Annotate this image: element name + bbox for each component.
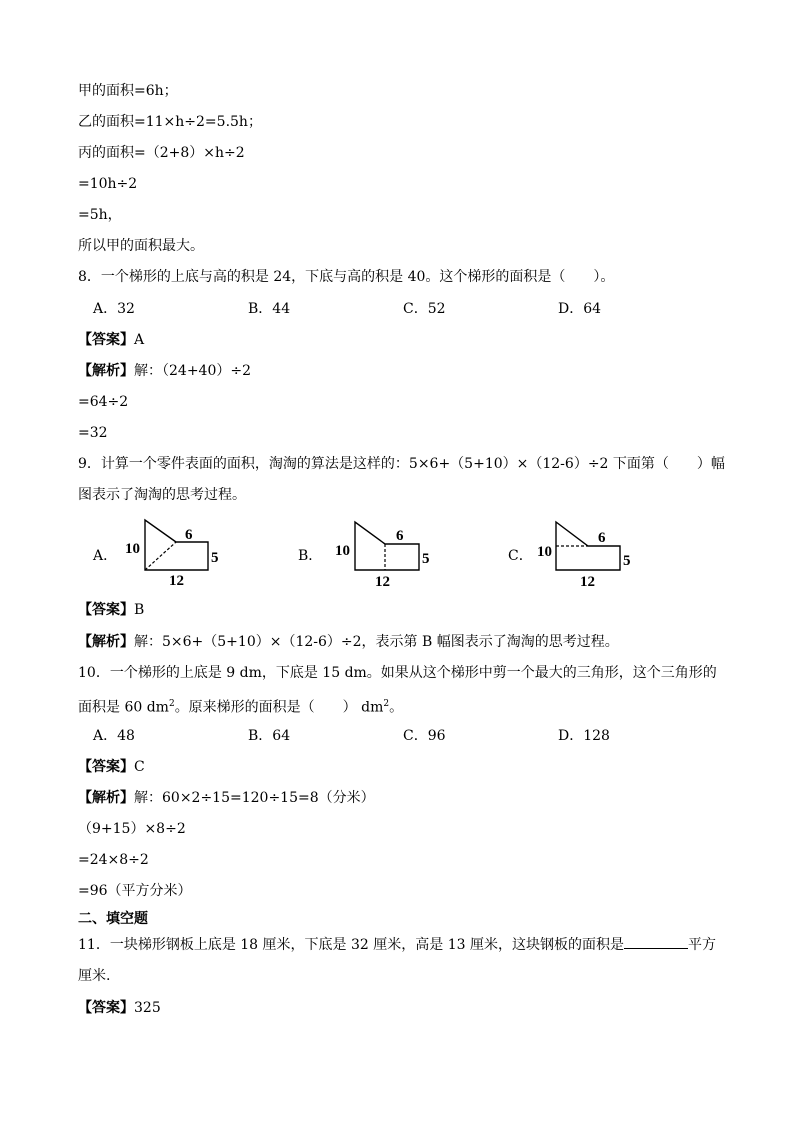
q8-option-a: A．32 [93,301,135,317]
figure-c [536,514,646,590]
figure-a-label-5: 5 [211,550,219,566]
answer-value: B [134,602,145,618]
solution-line: 丙的面积=（2+8）×h÷2 [78,145,245,161]
figure-b-label: B． [298,548,323,564]
q10-text: 。原来梯形的面积是（ ） [174,699,357,716]
figure-c-label-12: 12 [580,574,595,590]
q11-text: 11．一块梯形钢板上底是 18 厘米，下底是 32 厘米，高是 13 厘米，这块钢板的面积是 [78,937,624,953]
figure-b-label-5: 5 [422,551,430,567]
q11-answer [78,999,161,1017]
q8-option-d: D．64 [558,301,602,317]
q10-step: =96（平方分米） [78,883,192,899]
q8-option-c: C．52 [403,301,446,317]
figure-a-label-10: 10 [125,541,140,557]
analysis-tag: 【解析】 [78,363,134,379]
q10-stem-line1: 10．一个梯形的上底是 9 dm，下底是 15 dm。如果从这个梯形中剪一个最大的三角形，这个三角形的 [78,665,717,681]
figure-a-dashed-line [145,542,176,570]
solution-line: 甲的面积=6h； [78,83,178,99]
figure-a-label: A． [93,548,118,564]
figure-b-label-12: 12 [375,574,390,590]
q10-analysis [78,789,375,807]
answer-tag: 【答案】 [78,1000,134,1016]
figure-b-outline [355,522,419,570]
figure-c-label-5: 5 [623,553,631,569]
q10-option-a: A．48 [93,728,135,744]
q11-stem-line2: 厘米. [78,968,111,984]
q8-step: =32 [78,425,108,441]
q10-step: （9+15）×8÷2 [78,821,186,837]
q9-stem-line1: 9．计算一个零件表面的面积，淘淘的算法是这样的：5×6+（5+10）×（12-6）÷2 下面第（ ）幅 [78,456,725,472]
q10-unit: dm [361,699,384,716]
answer-value: C [134,759,145,775]
q11-stem-line1 [78,936,716,954]
answer-value: 325 [134,1000,161,1016]
figure-c-label-10: 10 [537,544,552,560]
figure-c-label: C． [508,548,533,564]
figure-a-label-6: 6 [185,527,193,543]
q8-step: =64÷2 [78,394,129,410]
figure-a-outline [145,520,208,570]
answer-tag: 【答案】 [78,332,134,348]
q8-stem: 8．一个梯形的上底与高的积是 24，下底与高的积是 40。这个梯形的面积是（ ）。 [78,269,615,285]
figure-a [118,512,228,588]
fill-blank[interactable] [624,936,688,949]
q10-answer [78,758,145,776]
q10-text: 。 [389,699,404,716]
solution-line: =10h÷2 [78,176,138,192]
figure-c-label-6: 6 [598,530,606,546]
q10-option-b: B．64 [248,728,291,744]
q10-option-c: C．96 [403,728,446,744]
solution-line: 乙的面积=11×h÷2=5.5h； [78,114,262,130]
q9-answer [78,601,144,619]
figure-b-label-6: 6 [396,528,404,544]
solution-line: 所以甲的面积最大。 [78,238,204,254]
figure-b [333,514,443,590]
answer-tag: 【答案】 [78,759,134,775]
q10-step: =24×8÷2 [78,852,149,868]
answer-value: A [134,332,145,348]
analysis-text: 解：60×2÷15=120÷15=8（分米） [134,790,375,806]
q8-analysis [78,362,251,380]
q10-text: 面积是 60 dm [78,699,169,716]
q11-text: 平方 [687,937,716,953]
q10-stem-line2 [78,695,403,717]
figure-a-label-12: 12 [169,573,184,588]
superscript: 2 [168,699,175,709]
solution-line: =5h， [78,207,122,223]
figure-b-label-10: 10 [335,543,350,559]
analysis-tag: 【解析】 [78,634,134,650]
q9-stem-line2: 图表示了淘淘的思考过程。 [78,487,246,503]
q9-analysis [78,633,619,651]
section-title: 二、填空题 [78,911,148,927]
superscript: 2 [383,699,390,709]
q8-option-b: B．44 [248,301,291,317]
answer-tag: 【答案】 [78,602,134,618]
analysis-text: 解：（24+40）÷2 [134,363,251,379]
analysis-tag: 【解析】 [78,790,134,806]
analysis-text: 解：5×6+（5+10）×（12-6）÷2，表示第 B 幅图表示了淘淘的思考过程。 [134,634,619,650]
q10-option-d: D．128 [558,728,610,744]
q8-answer [78,331,144,349]
